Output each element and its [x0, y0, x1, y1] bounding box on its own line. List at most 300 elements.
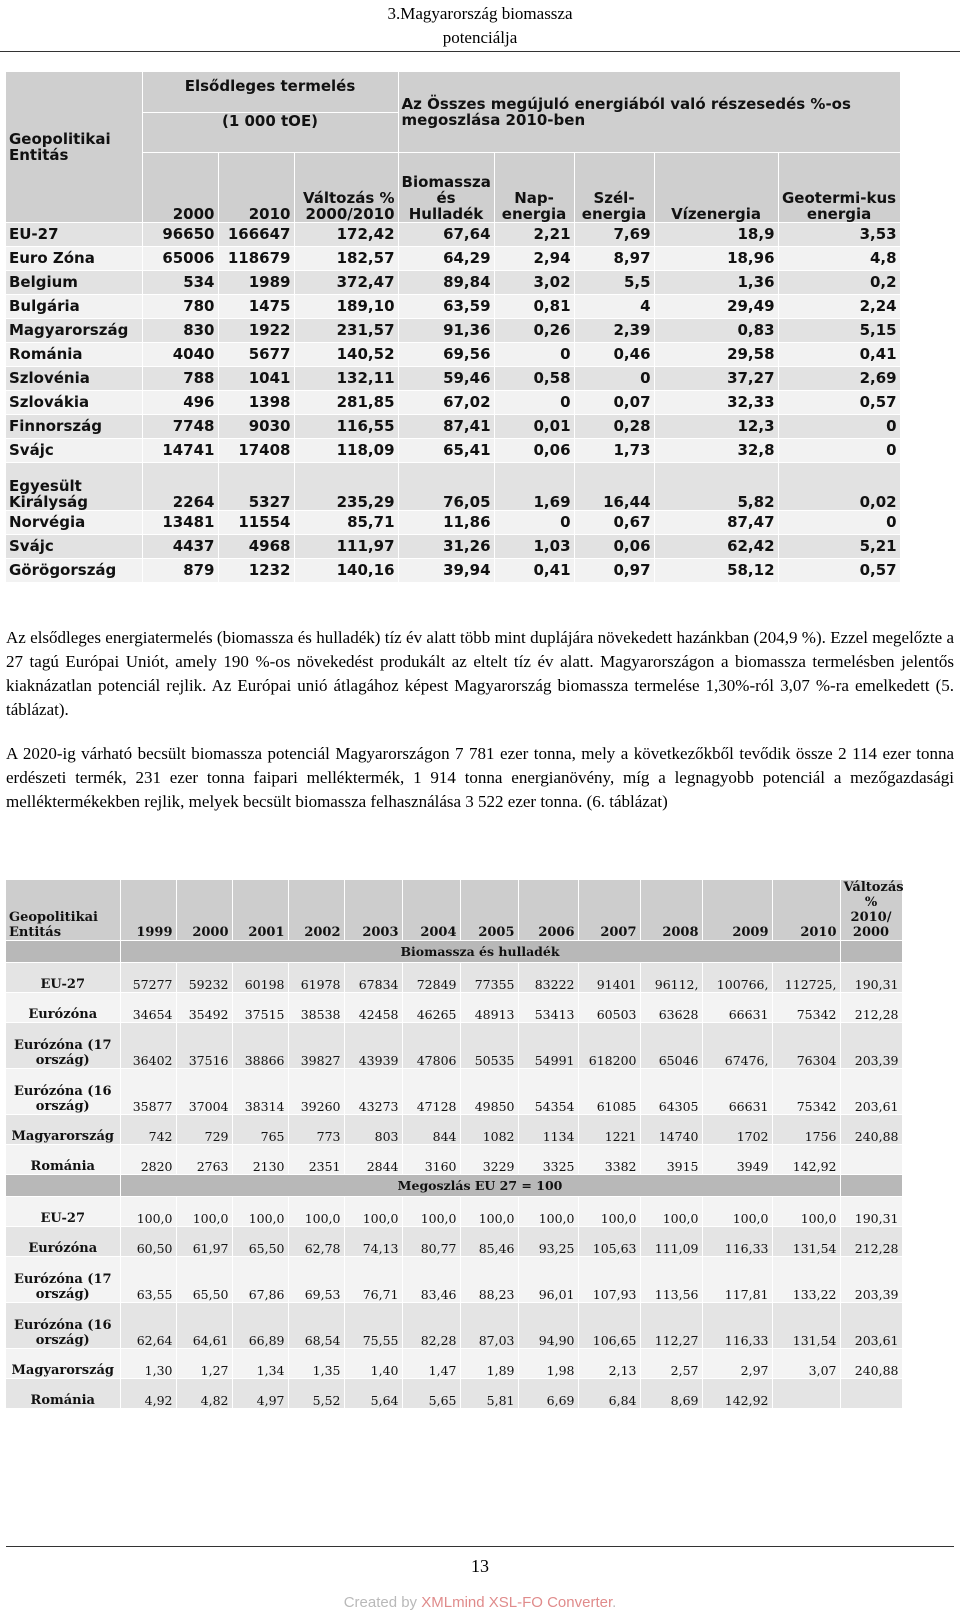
table-cell: 4,92 [120, 1379, 176, 1409]
section-spacer [840, 1175, 902, 1197]
table-cell: 100,0 [460, 1197, 518, 1227]
section-header-row [6, 941, 902, 963]
table-cell: 106,65 [578, 1303, 640, 1349]
table-cell [772, 1379, 840, 1409]
table-cell: 47806 [402, 1023, 460, 1069]
table-cell: 38866 [232, 1023, 288, 1069]
table-cell: 2,24 [778, 294, 900, 318]
table-cell: 0 [494, 510, 574, 534]
table-cell: 1,36 [654, 270, 778, 294]
table-cell: 37,27 [654, 366, 778, 390]
table-cell: 133,22 [772, 1257, 840, 1303]
table-row [6, 1257, 902, 1303]
table-cell: 67834 [344, 963, 402, 993]
row-label: Bulgária [6, 294, 142, 318]
t2-year-header: 2010 [772, 880, 840, 941]
table-cell: 1,89 [460, 1349, 518, 1379]
table-cell: 113,56 [640, 1257, 702, 1303]
table-cell: 18,96 [654, 246, 778, 270]
table-cell: 0,97 [574, 558, 654, 582]
table-cell: 75342 [772, 993, 840, 1023]
table-cell: 0,83 [654, 318, 778, 342]
table-cell: 203,39 [840, 1023, 902, 1069]
table-cell: 64305 [640, 1069, 702, 1115]
table-row [6, 1145, 902, 1175]
table-cell: 729 [176, 1115, 232, 1145]
table-cell: 0,58 [494, 366, 574, 390]
row-label: Belgium [6, 270, 142, 294]
table-cell: 54354 [518, 1069, 578, 1115]
table-cell: 142,92 [772, 1145, 840, 1175]
row-label: Eurózóna [6, 1227, 120, 1257]
table-cell: 496 [142, 390, 218, 414]
table-cell: 100,0 [232, 1197, 288, 1227]
t2-year-header: 2004 [402, 880, 460, 941]
table-row [6, 1115, 902, 1145]
table-cell: 1,03 [494, 534, 574, 558]
table-cell: 60503 [578, 993, 640, 1023]
table-cell: 182,57 [294, 246, 398, 270]
table-cell: 1398 [218, 390, 294, 414]
table-cell: 107,93 [578, 1257, 640, 1303]
table-cell: 2,94 [494, 246, 574, 270]
table-cell: 2130 [232, 1145, 288, 1175]
table-cell: 61085 [578, 1069, 640, 1115]
table-cell: 100,0 [578, 1197, 640, 1227]
table-cell: 100,0 [344, 1197, 402, 1227]
table-cell: 0,46 [574, 342, 654, 366]
table-cell: 1,30 [120, 1349, 176, 1379]
section-title: Biomassza és hulladék [120, 941, 840, 963]
table-cell: 18,9 [654, 222, 778, 246]
table-cell: 7,69 [574, 222, 654, 246]
table-cell: 1756 [772, 1115, 840, 1145]
table-row [6, 558, 900, 582]
table-cell [840, 1379, 902, 1409]
t1-col-header: Biomassza és Hulladék [398, 152, 494, 222]
table-cell: 87,47 [654, 510, 778, 534]
table-cell: 8,69 [640, 1379, 702, 1409]
section-spacer [840, 941, 902, 963]
table-cell: 2,21 [494, 222, 574, 246]
watermark [0, 1594, 960, 1611]
table-cell: 111,97 [294, 534, 398, 558]
t1-header-unit: (1 000 tOE) [142, 112, 398, 152]
table-cell: 61,97 [176, 1227, 232, 1257]
t1-col-header: 2010 [218, 152, 294, 222]
table-cell: 0,57 [778, 558, 900, 582]
table-cell: 39827 [288, 1023, 344, 1069]
table-cell: 49850 [460, 1069, 518, 1115]
table-cell: 36402 [120, 1023, 176, 1069]
table-cell: 29,49 [654, 294, 778, 318]
table-row [6, 390, 900, 414]
table-cell: 4,8 [778, 246, 900, 270]
table-cell: 0 [778, 438, 900, 462]
table-cell: 3,02 [494, 270, 574, 294]
page-header [0, 0, 960, 52]
table-cell: 5,5 [574, 270, 654, 294]
section-title: Megoszlás EU 27 = 100 [120, 1175, 840, 1197]
table-cell: 1,27 [176, 1349, 232, 1379]
table-cell: 1221 [578, 1115, 640, 1145]
t1-header-share: Az Összes megújuló energiából való részesedés %-os megoszlása 2010-ben [398, 72, 900, 152]
table-cell: 742 [120, 1115, 176, 1145]
table-row [6, 1227, 902, 1257]
table-cell: 14740 [640, 1115, 702, 1145]
table-cell: 83222 [518, 963, 578, 993]
table-cell: 2264 [142, 462, 218, 510]
table-cell: 765 [232, 1115, 288, 1145]
table-cell: 534 [142, 270, 218, 294]
table-row [6, 342, 900, 366]
table-cell: 75342 [772, 1069, 840, 1115]
table-cell: 203,39 [840, 1257, 902, 1303]
table-cell: 0,41 [778, 342, 900, 366]
table-row [6, 510, 900, 534]
table-cell: 111,09 [640, 1227, 702, 1257]
table-cell: 5327 [218, 462, 294, 510]
table-cell: 4437 [142, 534, 218, 558]
table-cell: 0,81 [494, 294, 574, 318]
table-row [6, 1379, 902, 1409]
table-cell: 83,46 [402, 1257, 460, 1303]
t2-year-header: 2006 [518, 880, 578, 941]
table-cell: 100,0 [120, 1197, 176, 1227]
table-cell: 69,56 [398, 342, 494, 366]
row-label: Szlovénia [6, 366, 142, 390]
table-cell: 116,55 [294, 414, 398, 438]
table-cell: 3229 [460, 1145, 518, 1175]
section-spacer [6, 941, 120, 963]
table-cell: 112,27 [640, 1303, 702, 1349]
table-cell: 14741 [142, 438, 218, 462]
row-label: Románia [6, 1145, 120, 1175]
table-cell: 3949 [702, 1145, 772, 1175]
row-label: Norvégia [6, 510, 142, 534]
table-cell: 281,85 [294, 390, 398, 414]
table-cell [840, 1145, 902, 1175]
header-title-line1: 3.Magyarország biomassza [387, 4, 573, 23]
table-cell: 2763 [176, 1145, 232, 1175]
table-cell: 0 [494, 390, 574, 414]
table-cell: 43939 [344, 1023, 402, 1069]
table-cell: 82,28 [402, 1303, 460, 1349]
table-cell: 1922 [218, 318, 294, 342]
table-cell: 1134 [518, 1115, 578, 1145]
table-cell: 5,82 [654, 462, 778, 510]
table-cell: 6,84 [578, 1379, 640, 1409]
table-cell: 118679 [218, 246, 294, 270]
table-cell: 1,98 [518, 1349, 578, 1379]
table-cell: 879 [142, 558, 218, 582]
row-label: Románia [6, 342, 142, 366]
table-row [6, 270, 900, 294]
table-cell: 87,41 [398, 414, 494, 438]
table-cell: 773 [288, 1115, 344, 1145]
table-cell: 67,86 [232, 1257, 288, 1303]
table-cell: 93,25 [518, 1227, 578, 1257]
t2-year-header: 2000 [176, 880, 232, 941]
paragraph-1: Az elsődleges energiatermelés (biomassza és hulladék) tíz év alatt több mint duplájára növekedett hazánkban (204,9 %). Ezzel megelőzte a 27 tagú Európai Uniót, amely 190 %-os növekedést produkált az eltelt tíz év alatt. Magyarországon a biomassza termelésben jelentős kiaknázatlan potenciál rejlik. Az Európai unió átlagához képest Magyarország biomassza termelése 1,30%-ról 3,07 %-ra emelkedett (5. táblázat). [6, 628, 954, 719]
table-cell: 47128 [402, 1069, 460, 1115]
table-cell: 240,88 [840, 1349, 902, 1379]
table-cell: 3160 [402, 1145, 460, 1175]
table-cell: 140,52 [294, 342, 398, 366]
table-cell: 85,71 [294, 510, 398, 534]
paragraph-2: A 2020-ig várható becsült biomassza potenciál Magyarországon 7 781 ezer tonna, mely a következőkből tevődik össze 2 114 ezer tonna erdészeti termék, 231 ezer tonna faipari melléktermék, 1 914 tonna energianövény, míg a legnagyobb potenciál a mezőgazdasági melléktermékekben rejlik, melyek becsült biomassza felhasználása 3 522 ezer tonna. (6. táblázat) [6, 744, 954, 811]
table-cell: 7748 [142, 414, 218, 438]
table-cell: 372,47 [294, 270, 398, 294]
table-row [6, 414, 900, 438]
table-cell: 1,47 [402, 1349, 460, 1379]
table-row [6, 1023, 902, 1069]
table-row [6, 318, 900, 342]
table-cell: 0,06 [494, 438, 574, 462]
row-label: Magyarország [6, 318, 142, 342]
table-cell: 76304 [772, 1023, 840, 1069]
t1-col-header: 2000 [142, 152, 218, 222]
table-cell: 830 [142, 318, 218, 342]
table-cell: 1475 [218, 294, 294, 318]
table-cell: 88,23 [460, 1257, 518, 1303]
table-cell: 203,61 [840, 1069, 902, 1115]
table-cell: 4968 [218, 534, 294, 558]
table-cell: 3915 [640, 1145, 702, 1175]
table-cell: 190,31 [840, 963, 902, 993]
table-cell: 32,33 [654, 390, 778, 414]
t2-year-header: 2009 [702, 880, 772, 941]
table-cell: 5,52 [288, 1379, 344, 1409]
table-cell: 189,10 [294, 294, 398, 318]
table-cell: 1702 [702, 1115, 772, 1145]
footer-rule [6, 1546, 954, 1547]
table-row [6, 534, 900, 558]
table-cell: 3382 [578, 1145, 640, 1175]
table-cell: 3,07 [772, 1349, 840, 1379]
table-cell: 118,09 [294, 438, 398, 462]
watermark-suffix: . [612, 1594, 617, 1611]
table-cell: 58,12 [654, 558, 778, 582]
watermark-prefix: Created by [343, 1594, 422, 1611]
table-cell: 62,64 [120, 1303, 176, 1349]
table-cell: 131,54 [772, 1303, 840, 1349]
table-cell: 1,34 [232, 1349, 288, 1379]
t2-year-header: 1999 [120, 880, 176, 941]
row-label: Finnország [6, 414, 142, 438]
table-row [6, 366, 900, 390]
table-cell: 2351 [288, 1145, 344, 1175]
table-cell: 53413 [518, 993, 578, 1023]
table-cell: 105,63 [578, 1227, 640, 1257]
table-cell: 0,06 [574, 534, 654, 558]
table-cell: 66631 [702, 1069, 772, 1115]
table-cell: 65,50 [176, 1257, 232, 1303]
table-cell: 37004 [176, 1069, 232, 1115]
table-cell: 844 [402, 1115, 460, 1145]
table1 [6, 72, 901, 583]
row-label: Románia [6, 1379, 120, 1409]
row-label: Svájc [6, 534, 142, 558]
section-spacer [6, 1175, 120, 1197]
table-cell: 5,64 [344, 1379, 402, 1409]
table-cell: 62,42 [654, 534, 778, 558]
table-cell: 0,26 [494, 318, 574, 342]
row-label: Svájc [6, 438, 142, 462]
table-cell: 4,97 [232, 1379, 288, 1409]
table-cell: 0 [778, 510, 900, 534]
table-cell: 203,61 [840, 1303, 902, 1349]
table-cell: 17408 [218, 438, 294, 462]
table-row [6, 963, 902, 993]
table-cell: 4,82 [176, 1379, 232, 1409]
table-cell: 2,69 [778, 366, 900, 390]
table-cell: 57277 [120, 963, 176, 993]
t2-year-header: 2001 [232, 880, 288, 941]
table-cell: 8,97 [574, 246, 654, 270]
table2 [6, 880, 903, 1409]
t1-header-geo: Geopolitikai Entitás [6, 72, 142, 222]
table-row [6, 246, 900, 270]
watermark-brand: XMLmind XSL-FO Converter [421, 1594, 613, 1611]
table-cell: 5,81 [460, 1379, 518, 1409]
table-cell: 0,41 [494, 558, 574, 582]
table-cell: 65046 [640, 1023, 702, 1069]
table-cell: 77355 [460, 963, 518, 993]
row-label: Eurózóna (16 ország) [6, 1069, 120, 1115]
table-cell: 37516 [176, 1023, 232, 1069]
t2-year-header: 2003 [344, 880, 402, 941]
table-6-biomass-series [6, 880, 902, 1409]
table-cell: 34654 [120, 993, 176, 1023]
table-cell: 0,28 [574, 414, 654, 438]
table-row [6, 438, 900, 462]
table-cell: 1232 [218, 558, 294, 582]
t2-year-header: 2008 [640, 880, 702, 941]
table-cell: 3325 [518, 1145, 578, 1175]
table-cell: 31,26 [398, 534, 494, 558]
table-row [6, 222, 900, 246]
table-cell: 132,11 [294, 366, 398, 390]
table-cell: 11,86 [398, 510, 494, 534]
table-cell: 80,77 [402, 1227, 460, 1257]
table-cell: 68,54 [288, 1303, 344, 1349]
table-cell: 100,0 [640, 1197, 702, 1227]
table-cell: 87,03 [460, 1303, 518, 1349]
table-cell: 66631 [702, 993, 772, 1023]
table-cell: 37515 [232, 993, 288, 1023]
table-cell: 100,0 [702, 1197, 772, 1227]
table-cell: 100,0 [176, 1197, 232, 1227]
table-cell: 65,41 [398, 438, 494, 462]
row-label: EU-27 [6, 963, 120, 993]
table-cell: 54991 [518, 1023, 578, 1069]
table-cell: 89,84 [398, 270, 494, 294]
table-cell: 5,65 [402, 1379, 460, 1409]
row-label: Magyarország [6, 1349, 120, 1379]
table-cell: 63,59 [398, 294, 494, 318]
row-label: EU-27 [6, 222, 142, 246]
table-cell: 100,0 [402, 1197, 460, 1227]
table-row [6, 1197, 902, 1227]
t2-year-header: 2007 [578, 880, 640, 941]
row-label: Görögország [6, 558, 142, 582]
table-cell: 69,53 [288, 1257, 344, 1303]
table-row [6, 462, 900, 510]
table-cell: 38314 [232, 1069, 288, 1115]
t1-col-header: Vízenergia [654, 152, 778, 222]
table-cell: 39260 [288, 1069, 344, 1115]
t1-header-primary: Elsődleges termelés [142, 72, 398, 112]
table-cell: 100,0 [518, 1197, 578, 1227]
table-cell: 50535 [460, 1023, 518, 1069]
table-row [6, 1069, 902, 1115]
table-cell: 63,55 [120, 1257, 176, 1303]
table-cell: 60,50 [120, 1227, 176, 1257]
t2-year-header: 2005 [460, 880, 518, 941]
table-cell: 13481 [142, 510, 218, 534]
table-cell: 35492 [176, 993, 232, 1023]
table-cell: 64,61 [176, 1303, 232, 1349]
table-cell: 12,3 [654, 414, 778, 438]
row-label: EU-27 [6, 1197, 120, 1227]
table-row [6, 1303, 902, 1349]
table-cell: 1082 [460, 1115, 518, 1145]
table-cell: 6,69 [518, 1379, 578, 1409]
table-cell: 42458 [344, 993, 402, 1023]
table-cell: 100766, [702, 963, 772, 993]
table-cell: 16,44 [574, 462, 654, 510]
table-cell: 29,58 [654, 342, 778, 366]
table-cell: 2,39 [574, 318, 654, 342]
table-cell: 212,28 [840, 993, 902, 1023]
table-cell: 140,16 [294, 558, 398, 582]
table-cell: 142,92 [702, 1379, 772, 1409]
table-cell: 96,01 [518, 1257, 578, 1303]
table-cell: 61978 [288, 963, 344, 993]
t1-col-header: Geotermi-kus energia [778, 152, 900, 222]
table-cell: 4040 [142, 342, 218, 366]
table-cell: 74,13 [344, 1227, 402, 1257]
table-cell: 0,02 [778, 462, 900, 510]
row-label: Magyarország [6, 1115, 120, 1145]
table-cell: 116,33 [702, 1303, 772, 1349]
table-cell: 0 [494, 342, 574, 366]
table-cell: 172,42 [294, 222, 398, 246]
table-cell: 788 [142, 366, 218, 390]
table-cell: 1989 [218, 270, 294, 294]
table-cell: 63628 [640, 993, 702, 1023]
table-cell: 75,55 [344, 1303, 402, 1349]
table-cell: 91401 [578, 963, 640, 993]
table-cell: 2844 [344, 1145, 402, 1175]
table-cell: 2,57 [640, 1349, 702, 1379]
table-cell: 1,73 [574, 438, 654, 462]
table-cell: 96112, [640, 963, 702, 993]
table-cell: 94,90 [518, 1303, 578, 1349]
row-label: Eurózóna (16 ország) [6, 1303, 120, 1349]
table-cell: 0,2 [778, 270, 900, 294]
table-cell: 4 [574, 294, 654, 318]
row-label: Eurózóna (17 ország) [6, 1023, 120, 1069]
table-cell: 67,64 [398, 222, 494, 246]
table-cell: 212,28 [840, 1227, 902, 1257]
table-cell: 2,97 [702, 1349, 772, 1379]
table-cell: 72849 [402, 963, 460, 993]
table-cell: 3,53 [778, 222, 900, 246]
page-number: 13 [471, 1556, 489, 1576]
header-title-line2: potenciálja [442, 28, 518, 47]
